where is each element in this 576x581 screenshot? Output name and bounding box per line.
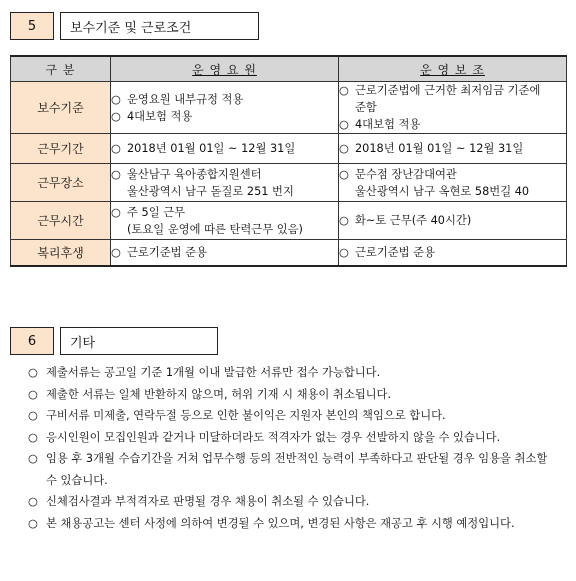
circle-bullet-icon: ○ (339, 118, 349, 131)
item-text: 4대보험 적용 (355, 118, 421, 131)
list-item (28, 384, 558, 406)
note-text: 제출서류는 공고일 기준 1개월 이내 발급한 서류만 접수 가능합니다. (46, 366, 381, 379)
list-item (339, 82, 566, 99)
list-item (339, 244, 566, 261)
circle-bullet-icon: ○ (339, 245, 349, 259)
operator-cell (111, 82, 339, 134)
circle-bullet-icon: ○ (28, 452, 38, 465)
list-item (28, 427, 558, 449)
assistant-cell (339, 240, 567, 266)
item-text: 근로기준법에 근거한 최저임금 기준에 (355, 84, 541, 97)
item-continuation: 울산광역시 남구 돋질로 251 번지 (127, 184, 294, 198)
item-text: 2018년 01월 01일 ~ 12월 31일 (127, 142, 296, 155)
item-continuation: 울산광역시 남구 옥현로 58번길 40 (355, 184, 530, 198)
row-label: 보수기준 (11, 82, 111, 134)
circle-bullet-icon: ○ (111, 245, 121, 259)
circle-bullet-icon: ○ (339, 142, 349, 155)
row-label: 근무기간 (11, 134, 111, 164)
assistant-cell (339, 82, 567, 134)
section-5-header (10, 12, 259, 42)
list-item (111, 108, 338, 125)
circle-bullet-icon: ○ (28, 409, 38, 422)
operator-cell (111, 134, 339, 164)
row-label: 복리후생 (11, 240, 111, 266)
list-item (111, 91, 338, 108)
circle-bullet-icon: ○ (111, 167, 121, 181)
item-text: 문수점 장난감대여관 (355, 167, 457, 181)
circle-bullet-icon: ○ (339, 214, 349, 227)
list-item (28, 513, 558, 535)
circle-bullet-icon: ○ (28, 495, 38, 508)
circle-bullet-icon: ○ (111, 109, 121, 123)
assistant-cell (339, 164, 567, 202)
item-text: 근로기준법 준용 (127, 245, 207, 259)
list-item (28, 491, 558, 513)
table-row (11, 202, 567, 240)
list-item (28, 448, 558, 491)
list-item (339, 140, 566, 157)
header-category: 구 분 (11, 56, 111, 82)
operator-cell (111, 240, 339, 266)
item-text: 근로기준법 준용 (355, 245, 435, 259)
circle-bullet-icon: ○ (111, 142, 121, 155)
header-assistant: 운 영 보 조 (339, 56, 567, 82)
note-text: 신체검사결과 부적격자로 판명될 경우 채용이 취소될 수 있습니다. (46, 495, 370, 508)
section-6-header (10, 327, 218, 357)
section-5-number: 5 (10, 12, 54, 40)
note-text: 본 채용공고는 센터 사정에 의하여 변경될 수 있으며, 변경된 사항은 재공고 후 시행 예정입니다. (46, 516, 515, 530)
note-text: 구비서류 미제출, 연락두절 등으로 인한 불이익은 지원자 본인의 책임으로 합니다. (46, 409, 446, 422)
note-text: 응시인원이 모집인원과 같거나 미달하더라도 적격자가 없는 경우 선발하지 않을 수 있습니다. (46, 430, 501, 444)
conditions-table (10, 55, 567, 267)
circle-bullet-icon: ○ (339, 167, 349, 181)
circle-bullet-icon: ○ (28, 387, 38, 401)
circle-bullet-icon: ○ (339, 84, 349, 97)
operator-cell (111, 202, 339, 240)
assistant-cell (339, 202, 567, 240)
table-header-row (11, 56, 567, 82)
item-text: 4대보험 적용 (127, 109, 193, 123)
list-item (339, 116, 566, 133)
table-row (11, 82, 567, 134)
circle-bullet-icon: ○ (28, 430, 38, 444)
circle-bullet-icon: ○ (111, 92, 121, 106)
list-item (339, 166, 566, 183)
circle-bullet-icon: ○ (111, 205, 121, 219)
table-row (11, 134, 567, 164)
item-continuation: (토요일 운영에 따른 탄력근무 있음) (127, 222, 303, 236)
row-label: 근무시간 (11, 202, 111, 240)
section-5-title: 보수기준 및 근로조건 (60, 12, 259, 40)
note-text: 임용 후 3개월 수습기간을 거쳐 업무수행 등의 전반적인 능력이 부족하다고 판단될 경우 임용을 취소할 수 있습니다. (46, 452, 548, 487)
list-item (28, 405, 558, 427)
table-row (11, 240, 567, 266)
item-text: 주 5일 근무 (127, 205, 186, 219)
circle-bullet-icon: ○ (28, 366, 38, 379)
section-6-number: 6 (10, 327, 54, 355)
assistant-cell (339, 134, 567, 164)
list-item (28, 362, 558, 384)
item-continuation: 준함 (355, 101, 377, 114)
list-item (111, 204, 338, 221)
header-operator: 운 영 요 원 (111, 56, 339, 82)
list-item (111, 244, 338, 261)
operator-cell (111, 164, 339, 202)
list-item (339, 212, 566, 229)
section-6-title: 기타 (60, 327, 218, 355)
table-row (11, 164, 567, 202)
item-text: 울산남구 육아종합지원센터 (127, 167, 262, 181)
circle-bullet-icon: ○ (28, 516, 38, 530)
item-text: 운영요원 내부규정 적용 (127, 92, 244, 106)
item-text: 화~토 근무(주 40시간) (355, 214, 472, 227)
list-item (111, 166, 338, 183)
list-item (111, 140, 338, 157)
notes-list (28, 362, 558, 534)
row-label: 근무장소 (11, 164, 111, 202)
note-text: 제출한 서류는 일체 반환하지 않으며, 허위 기재 시 채용이 취소됩니다. (46, 387, 392, 401)
item-text: 2018년 01월 01일 ~ 12월 31일 (355, 142, 524, 155)
